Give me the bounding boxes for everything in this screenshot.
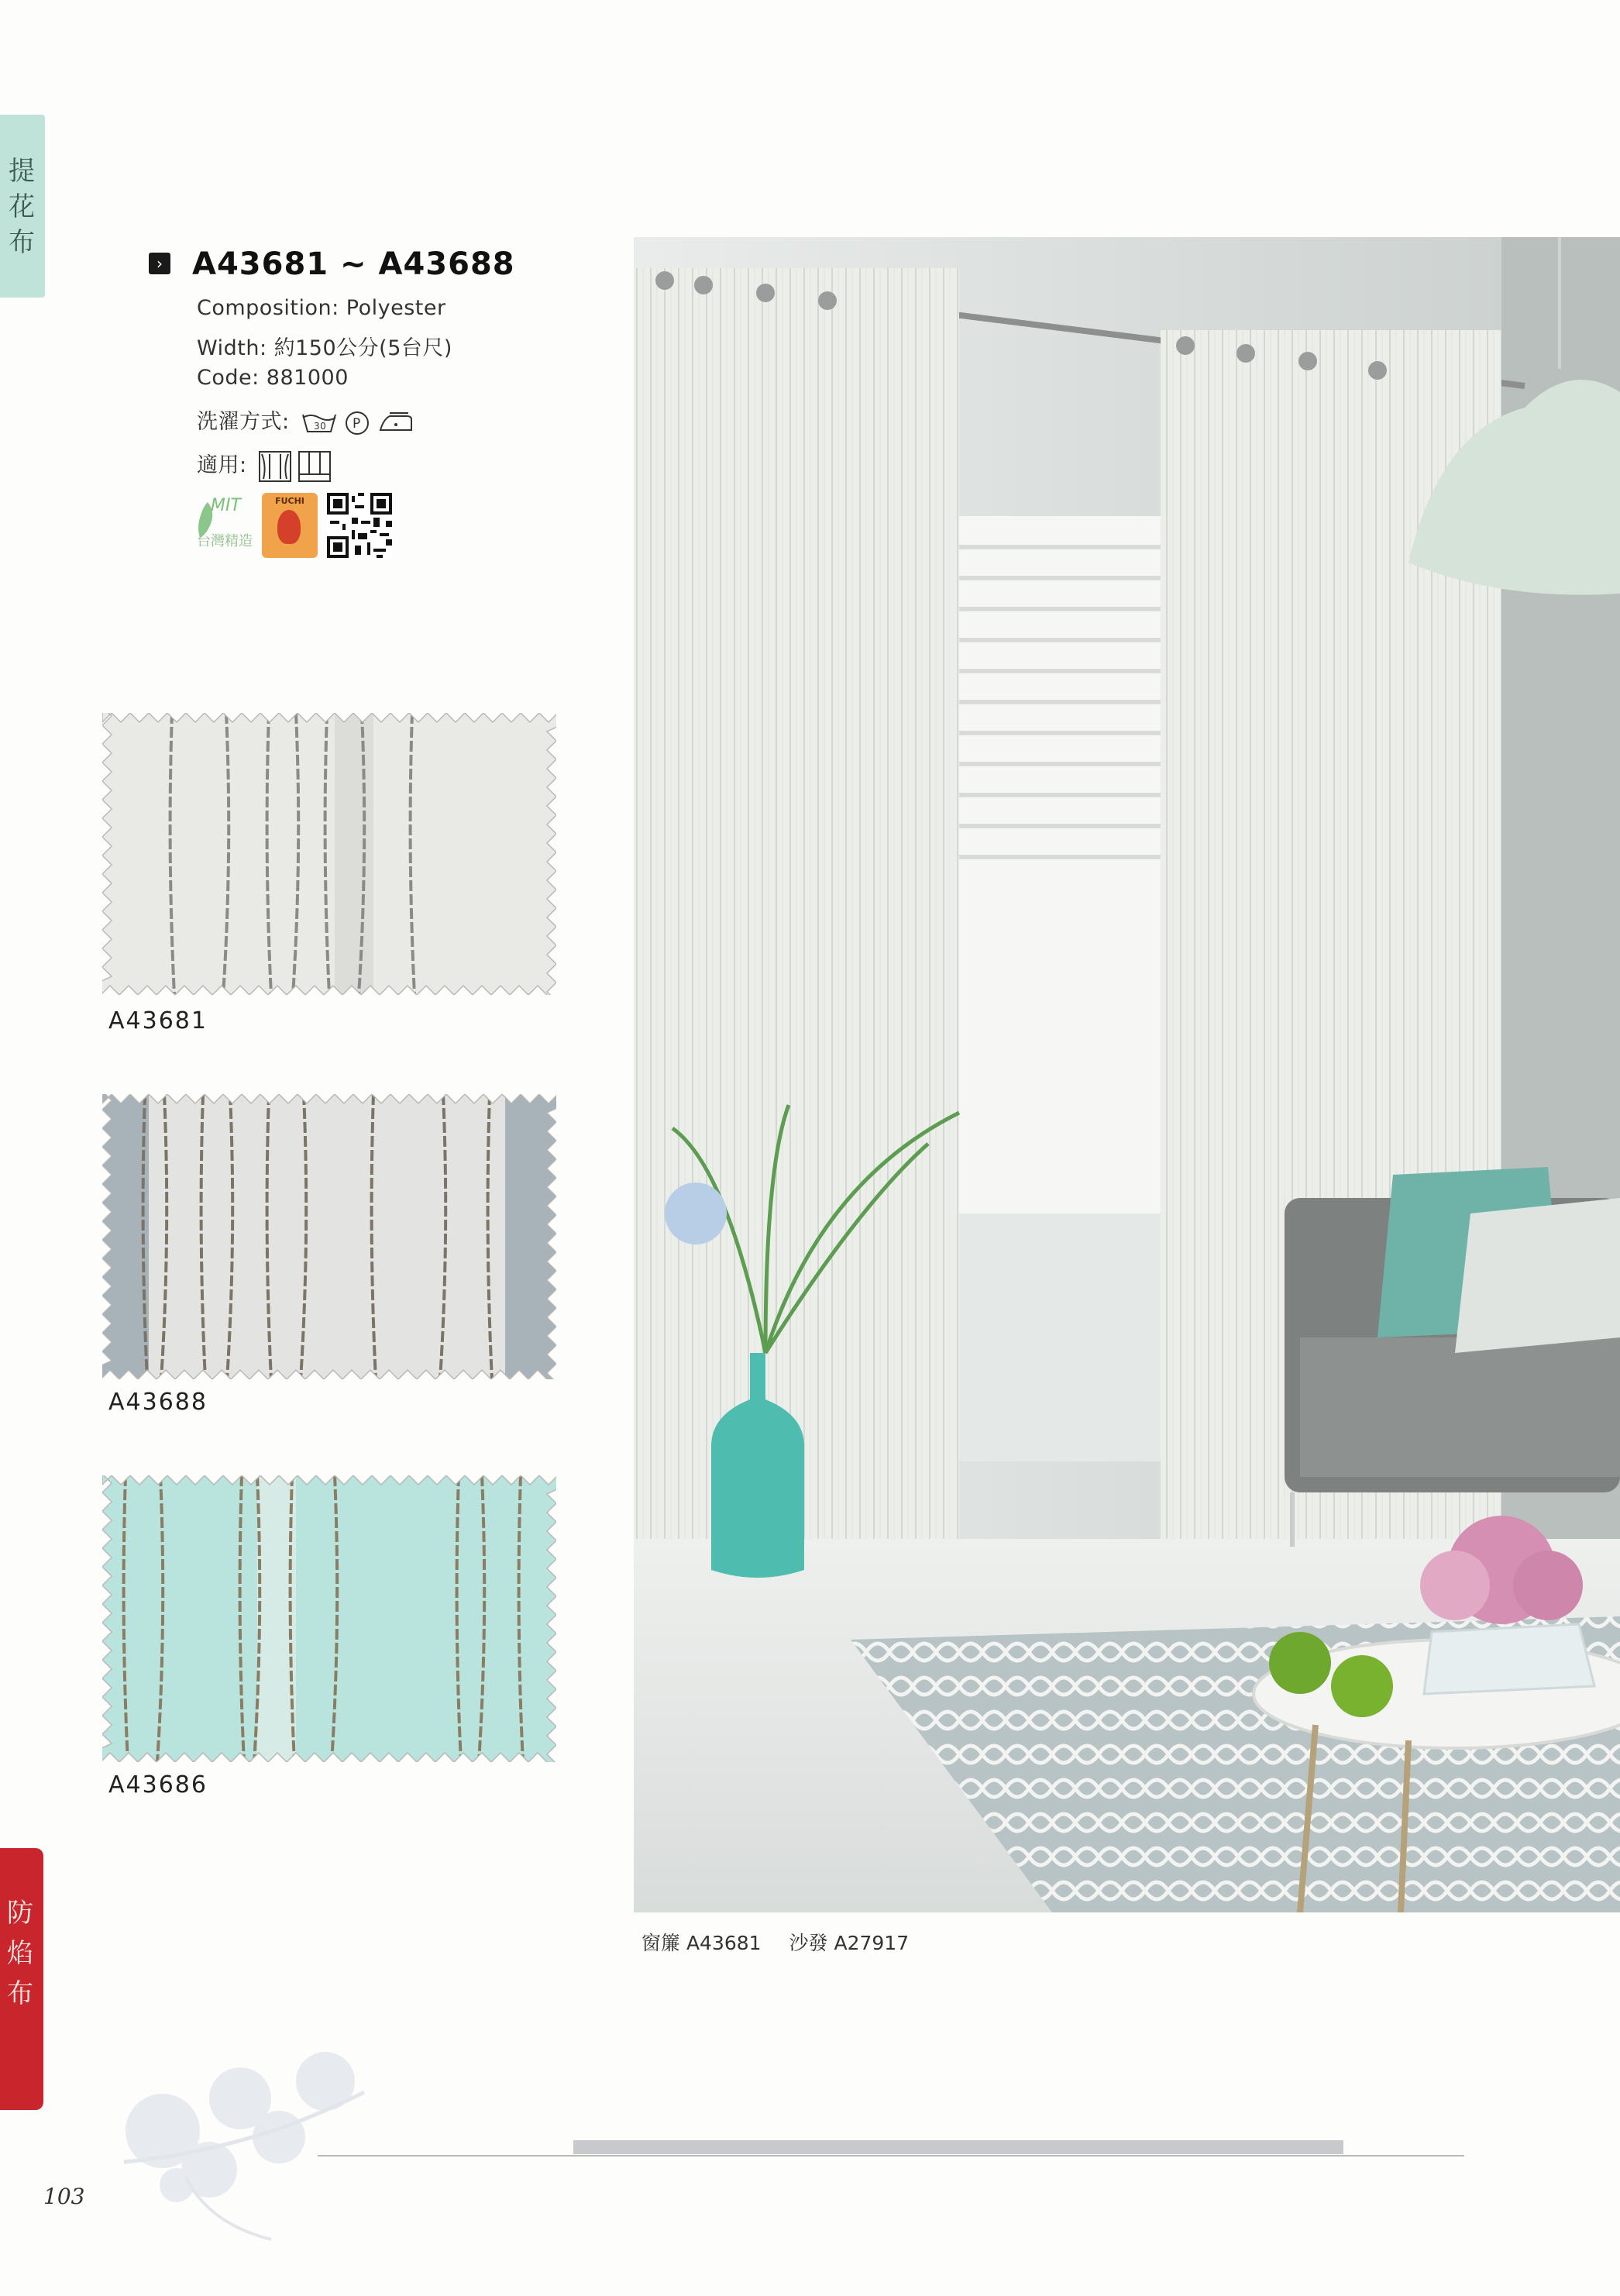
footer-rule (318, 2155, 1464, 2157)
dry-clean-p-icon (344, 410, 370, 436)
flame-icon (277, 510, 301, 544)
mit-logo (194, 496, 256, 558)
footer-bar (573, 2140, 1343, 2154)
mit-text: 台灣精造 (197, 533, 253, 549)
room-photo (634, 237, 1620, 1912)
photo-caption (641, 1928, 930, 1956)
product-title: A43681 ~ A43688 (192, 246, 515, 282)
svg-text:30: 30 (313, 420, 326, 432)
category-tab-label: 提 花 布 (9, 156, 35, 258)
arrow-bullet-icon: › (149, 253, 170, 274)
mit-mark: MIT (211, 496, 241, 515)
swatch-code: A43686 (108, 1771, 208, 1799)
fabric-swatch-a43686[interactable] (102, 1475, 556, 1762)
category-tab-flame-retardant[interactable] (0, 1848, 43, 2110)
width-text: Width: 約150公分(5台尺) (197, 336, 452, 360)
curtain-icon (259, 451, 291, 482)
usage-label: 適用: (197, 453, 247, 477)
category-tab-jacquard[interactable] (0, 115, 45, 298)
caption-sofa: 沙發 A27917 (789, 1932, 910, 1954)
composition-text: Composition: Polyester (197, 296, 446, 320)
fuchi-text: FUCHI (275, 496, 304, 506)
swatch-code: A43688 (108, 1389, 208, 1416)
code-text: Code: 881000 (197, 366, 349, 390)
roman-blind-icon (298, 451, 331, 482)
fabric-swatch-a43681[interactable] (102, 713, 556, 995)
iron-icon (377, 411, 414, 435)
wash-30-icon (301, 411, 337, 435)
wash-instructions (197, 404, 414, 436)
fuchi-flame-logo (262, 493, 318, 558)
usage-info (197, 448, 331, 482)
wash-label: 洗濯方式: (197, 410, 290, 434)
category-tab-label: 防 焰 布 (7, 1898, 33, 2009)
caption-curtain: 窗簾 A43681 (641, 1932, 762, 1954)
swatch-code: A43681 (108, 1007, 208, 1034)
svg-text:P: P (352, 415, 361, 432)
qr-code-icon[interactable] (327, 493, 392, 558)
page-number: 103 (43, 2184, 85, 2209)
fabric-swatch-a43688[interactable] (102, 1094, 556, 1379)
decorative-dots (116, 2046, 372, 2247)
